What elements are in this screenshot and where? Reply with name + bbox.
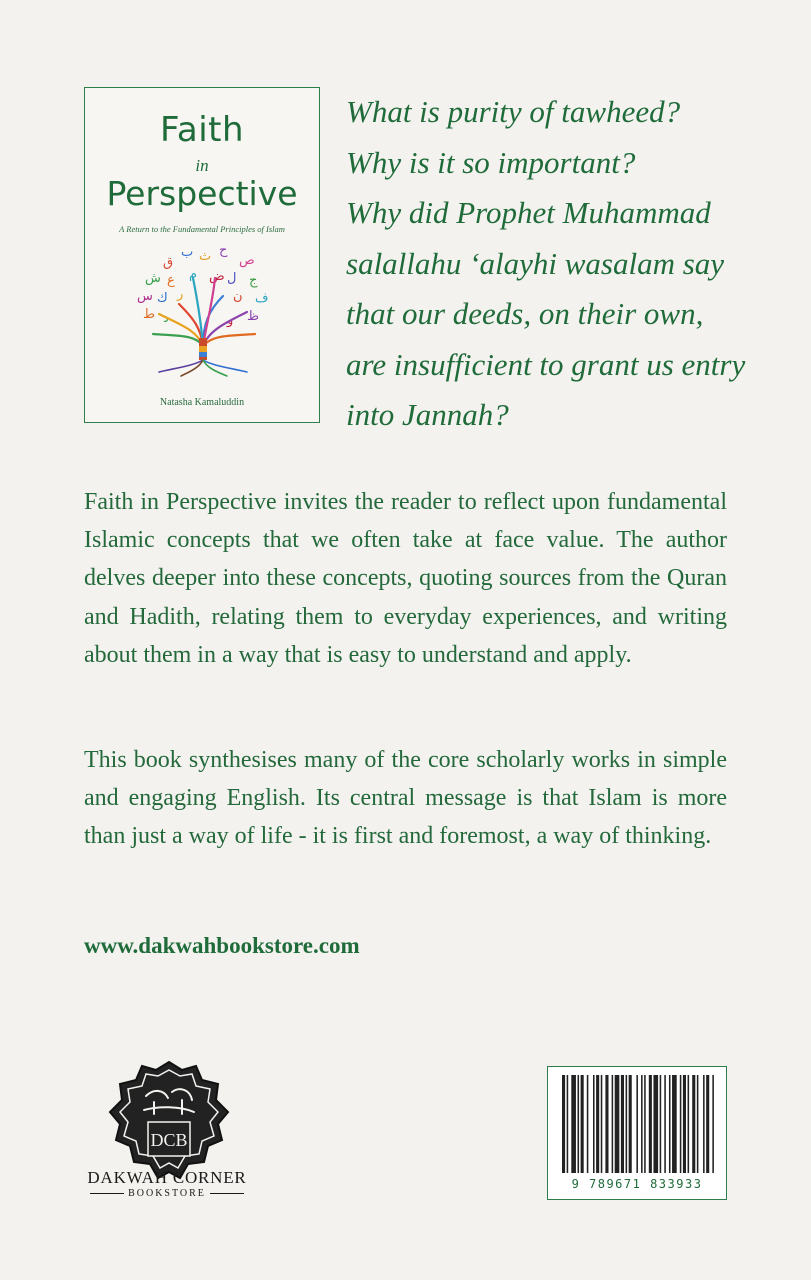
description-paragraph-2: This book synthesises many of the core scholarly works in simple and engaging English. Its central message is that Islam is more than just a way of life - it is first and foremost, a way of thinking. xyxy=(84,747,727,850)
svg-text:ع: ع xyxy=(167,273,175,288)
question-line: that our deeds, on their own, xyxy=(346,296,704,331)
barcode-bar xyxy=(629,1075,632,1173)
cover-title-in: in xyxy=(195,156,209,175)
cover-author: Natasha Kamaluddin xyxy=(159,397,245,408)
svg-text:م: م xyxy=(189,267,198,282)
barcode-bar xyxy=(567,1075,569,1173)
question-line: are insufficient to grant us entry xyxy=(346,346,746,382)
svg-text:ط: ط xyxy=(143,307,156,322)
question-line: Why did Prophet Muhammad xyxy=(346,195,711,230)
barcode-bar xyxy=(683,1075,686,1173)
barcode-bar xyxy=(697,1075,699,1173)
question-block xyxy=(346,87,786,441)
barcode-bar xyxy=(644,1075,646,1173)
barcode-bar xyxy=(641,1075,643,1173)
cover-subtitle: A Return to the Fundamental Principles of Islam xyxy=(119,224,285,234)
barcode-bar xyxy=(636,1075,638,1173)
barcode-bar xyxy=(660,1075,662,1173)
barcode-bar xyxy=(571,1075,576,1173)
barcode-bar xyxy=(601,1075,603,1173)
logo-monogram: DCB xyxy=(150,1130,188,1150)
question-line: salallahu ‘alayhi wasalam say xyxy=(346,245,725,281)
question-line: What is purity of tawheed? xyxy=(346,94,681,129)
svg-text:ظ: ظ xyxy=(247,309,260,324)
svg-text:ث: ث xyxy=(199,249,212,264)
barcode-bar xyxy=(626,1075,628,1173)
barcode-bar xyxy=(615,1075,620,1173)
question-line: Why is it so important? xyxy=(346,144,636,180)
isbn-barcode xyxy=(547,1066,727,1200)
barcode-bar xyxy=(653,1075,658,1173)
svg-text:ص: ص xyxy=(239,253,255,268)
front-cover-thumbnail xyxy=(84,87,320,423)
svg-text:ج: ج xyxy=(249,273,258,288)
publisher-name: DAKWAH CORNER xyxy=(87,1168,247,1187)
barcode-bar xyxy=(587,1075,589,1173)
barcode-bar xyxy=(593,1075,595,1173)
description-paragraph-1: Faith in Perspective invites the reader to reflect upon fundamental Islamic concepts that we often take at face value. The author delves deeper into these concepts, quoting sources from the Quran and Hadith, relating them to everyday experiences, and writing about them in a way that is easy to understand and apply. xyxy=(84,489,727,668)
barcode-bar xyxy=(596,1075,599,1173)
svg-text:ف: ف xyxy=(255,291,269,306)
svg-text:ض: ض xyxy=(209,269,225,284)
svg-text:ل: ل xyxy=(227,271,237,286)
svg-text:د: د xyxy=(163,311,169,326)
barcode-bar xyxy=(692,1075,695,1173)
tree-illustration xyxy=(123,238,283,378)
barcode-bar xyxy=(621,1075,624,1173)
svg-text:ر: ر xyxy=(177,287,184,302)
cover-title-faith: Faith xyxy=(159,110,245,150)
svg-text:س: س xyxy=(137,289,153,304)
barcode-bar xyxy=(680,1075,682,1173)
barcode-bar xyxy=(664,1075,666,1173)
question-line: into Jannah? xyxy=(346,397,509,432)
barcode-bar xyxy=(672,1075,677,1173)
publisher-subtitle xyxy=(78,1188,256,1199)
cover-title-perspective: Perspective xyxy=(106,174,298,213)
svg-text:ح: ح xyxy=(219,243,228,258)
website-link[interactable]: www.dakwahbookstore.com xyxy=(84,933,360,958)
barcode-bar xyxy=(649,1075,652,1173)
barcode-bar xyxy=(605,1075,608,1173)
barcode-bar xyxy=(703,1075,705,1173)
svg-text:ش: ش xyxy=(145,271,161,286)
svg-text:و: و xyxy=(227,313,234,328)
barcode-bar xyxy=(578,1075,580,1173)
svg-text:ك: ك xyxy=(157,291,168,306)
svg-text:ق: ق xyxy=(163,255,174,270)
barcode-bar xyxy=(562,1075,565,1173)
barcode-bar xyxy=(706,1075,709,1173)
barcode-bar xyxy=(669,1075,671,1173)
barcode-bar xyxy=(581,1075,584,1173)
barcode-bar xyxy=(688,1075,690,1173)
svg-text:ن: ن xyxy=(233,289,243,304)
barcode-bar xyxy=(712,1075,714,1173)
barcode-digits: 9 789671 833933 xyxy=(571,1177,703,1191)
svg-text:ب: ب xyxy=(181,245,194,260)
publisher-sub-text: BOOKSTORE xyxy=(128,1188,206,1199)
barcode-bar xyxy=(612,1075,614,1173)
